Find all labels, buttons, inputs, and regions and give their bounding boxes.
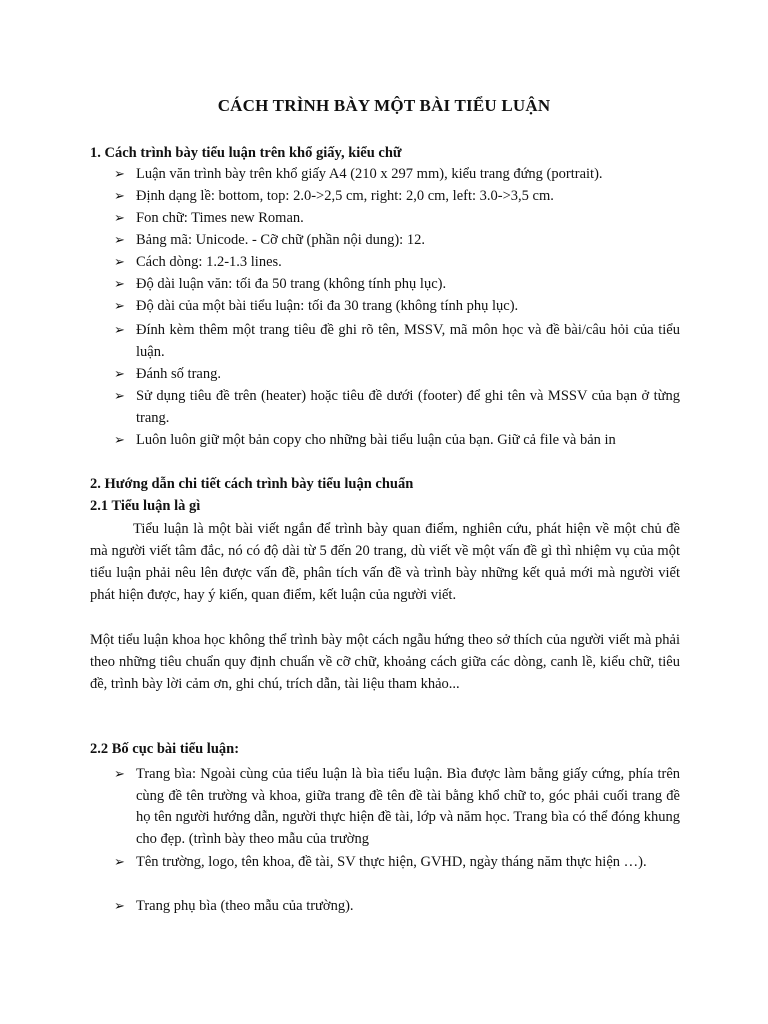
arrow-bullet-icon: ➢: [114, 299, 125, 314]
arrow-bullet-icon: ➢: [114, 211, 125, 226]
list-item: ➢ Trang phụ bìa (theo mẫu của trường).: [114, 896, 680, 918]
list-item: ➢ Đánh số trang.: [114, 364, 680, 386]
list-item: ➢ Luôn luôn giữ một bản copy cho những bài tiểu luận của bạn. Giữ cả file và bản in: [114, 430, 680, 452]
arrow-bullet-icon: ➢: [114, 323, 125, 338]
paragraph: Tiểu luận là một bài viết ngắn để trình bày quan điểm, nghiên cứu, phát hiện về một chủ đề mà người viết tâm đắc, nó có độ dài từ 5 đến 20 trang, dù viết về một vấn đề gì thì nhiệm vụ của một tiểu luận phải nêu lên được vấn đề, phân tích vấn đề và trình bày những kết quả mới mà người viết phát hiện được, hay ý kiến, quan điểm, kết luận của người viết.: [90, 521, 680, 603]
subsection-2-1-heading: 2.1 Tiểu luận là gì: [90, 498, 201, 514]
subsection-2-2-heading: 2.2 Bố cục bài tiểu luận:: [90, 741, 240, 757]
list-item: ➢ Fon chữ: Times new Roman.: [114, 208, 680, 230]
list-item: ➢ Sử dụng tiêu đề trên (heater) hoặc tiêu đề dưới (footer) để ghi tên và MSSV của bạn ở từng trang.: [114, 388, 680, 426]
list-item: ➢ Trang bìa: Ngoài cùng của tiểu luận là bìa tiểu luận. Bìa được làm bằng giấy cứng, phía trên cùng đề tên trường và khoa, giữa trang đề tên đề tài bằng khổ chữ to, góc phải cuối trang đề họ tên người hướng dẫn, người thực hiện đề tài, lớp và năm học. Trang bìa có thể đóng khung cho đẹp. (trình bày theo mẫu của trường: [114, 766, 680, 847]
page-title: CÁCH TRÌNH BÀY MỘT BÀI TIỂU LUẬN: [217, 96, 551, 115]
list-item: ➢ Độ dài luận văn: tối đa 50 trang (không tính phụ lục).: [114, 274, 680, 296]
list-item: ➢ Độ dài của một bài tiểu luận: tối đa 30 trang (không tính phụ lục).: [114, 296, 680, 318]
arrow-bullet-icon: ➢: [114, 255, 125, 270]
arrow-bullet-icon: ➢: [114, 167, 125, 182]
arrow-bullet-icon: ➢: [114, 855, 125, 870]
arrow-bullet-icon: ➢: [114, 433, 125, 448]
arrow-bullet-icon: ➢: [114, 189, 125, 204]
section-1-heading: 1. Cách trình bày tiểu luận trên khổ giấy, kiểu chữ: [90, 145, 402, 161]
arrow-bullet-icon: ➢: [114, 233, 125, 248]
arrow-bullet-icon: ➢: [114, 367, 125, 382]
list-item: ➢ Bảng mã: Unicode. - Cỡ chữ (phần nội dung): 12.: [114, 230, 680, 252]
arrow-bullet-icon: ➢: [114, 767, 125, 782]
arrow-bullet-icon: ➢: [114, 899, 125, 914]
list-item: ➢ Đính kèm thêm một trang tiêu đề ghi rõ tên, MSSV, mã môn học và đề bài/câu hỏi của tiểu luận.: [114, 322, 680, 360]
arrow-bullet-icon: ➢: [114, 277, 125, 292]
list-item: ➢ Tên trường, logo, tên khoa, đề tài, SV thực hiện, GVHD, ngày tháng năm thực hiện …).: [114, 852, 680, 874]
arrow-bullet-icon: ➢: [114, 389, 125, 404]
list-item: ➢ Cách dòng: 1.2-1.3 lines.: [114, 252, 680, 274]
section-2-heading: 2. Hướng dẫn chi tiết cách trình bày tiểu luận chuẩn: [90, 476, 414, 492]
list-item: ➢ Luận văn trình bày trên khổ giấy A4 (210 x 297 mm), kiểu trang đứng (portrait).: [114, 164, 680, 186]
paragraph: Một tiểu luận khoa học không thể trình bày một cách ngẫu hứng theo sở thích của người viết mà phải theo những tiêu chuẩn quy định chuẩn về cỡ chữ, khoảng cách giữa các dòng, canh lề, kiểu chữ, tiêu đề, trình bày lời cảm ơn, ghi chú, trích dẫn, tài liệu tham khảo...: [90, 632, 680, 692]
list-item: ➢ Định dạng lề: bottom, top: 2.0->2,5 cm, right: 2,0 cm, left: 3.0->3,5 cm.: [114, 186, 680, 208]
